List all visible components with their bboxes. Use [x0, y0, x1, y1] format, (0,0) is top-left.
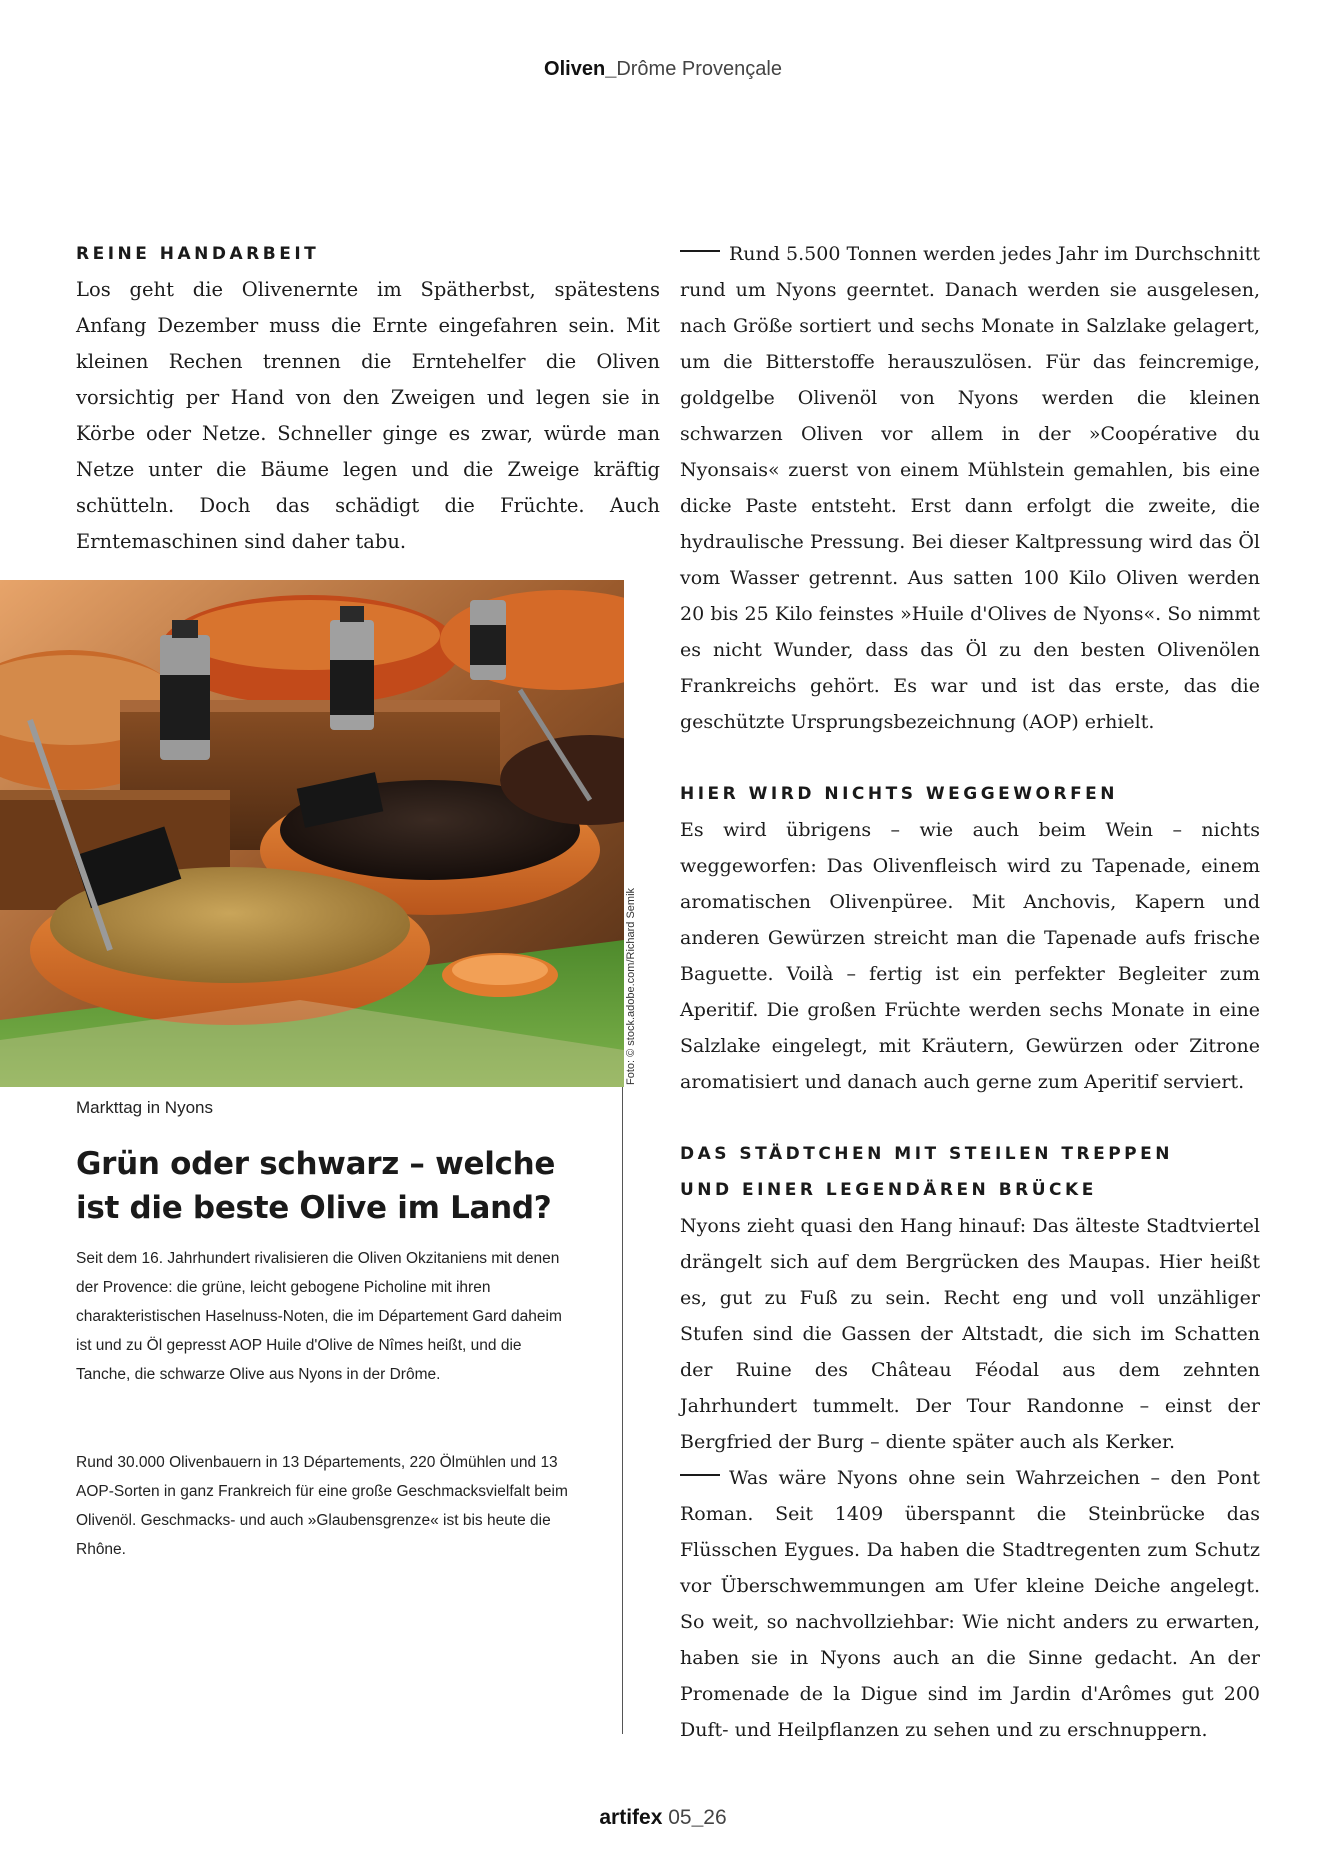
photo-credit: Foto: © stock.adobe.com/Richard Semik: [625, 887, 637, 1085]
left-column: [76, 236, 660, 560]
section-heading-staedtchen-line-2: UND EINER LEGENDÄREN BRÜCKE: [680, 1180, 1097, 1200]
body-paragraph: Los geht die Olivenernte im Spätherbst, spätestens Anfang Dezember muss die Ernte eingefahren sein. Mit kleinen Rechen trennen die Erntehelfer die Oliven vorsichtig per Hand von den Zweigen und legen sie in Körbe oder Netze. Schneller ginge es zwar, würde man Netze unter die Bäume legen und die Zweige kräftig schütteln. Doch das schädigt die Früchte. Auch Erntemaschinen sind daher tabu.: [76, 278, 660, 553]
section-heading-staedtchen-line-1: DAS STÄDTCHEN MIT STEILEN TREPPEN: [680, 1144, 1173, 1164]
column-rule: [622, 1087, 623, 1734]
photo-caption: Markttag in Nyons: [76, 1098, 213, 1117]
issue-number: 05: [668, 1806, 692, 1829]
body-paragraph-pont-roman: [680, 1460, 1260, 1748]
page-footer: [0, 1806, 1326, 1830]
info-box-title: Grün oder schwarz – welche ist die beste Olive im Land?: [76, 1146, 556, 1226]
market-photo: [0, 580, 624, 1087]
body-paragraph-altstadt: Nyons zieht quasi den Hang hinauf: Das älteste Stadtviertel drängelt sich auf dem Bergrücken des Maupas. Hier heißt es, gut zu Fuß zu sein. Recht eng und voll unzähliger Stufen sind die Gassen der Altstadt, die sich im Schatten der Ruine des Château Féodal aus dem zehnten Jahrhundert tummelt. Der Tour Randonne – einst der Bergfried der Burg – diente später auch als Kerker.: [680, 1215, 1260, 1453]
body-paragraph-tapenade: Es wird übrigens – wie auch beim Wein – nichts weggeworfen: Das Olivenfleisch wird zu Tapenade, einem aromatischen Olivenpüree. Mit Anchovis, Kapern und anderen Gewürzen streicht man die Tapenade aufs frische Baguette. Voilà – fertig ist ein perfekter Begleiter zum Aperitif. Die großen Früchte werden sechs Monate in eine Salzlake eingelegt, mit Kräutern, Gewürzen oder Zitrone aromatisiert und danach auch gerne zum Aperitif serviert.: [680, 819, 1260, 1093]
paragraph-text: Rund 5.500 Tonnen werden jedes Jahr im Durchschnitt rund um Nyons geerntet. Danach werden sie ausgelesen, nach Größe sortiert und sechs Monate in Salzlake gelagert, um die Bitterstoffe herauszulösen. Für das feincremige, goldgelbe Olivenöl von Nyons werden die kleinen schwarzen Oliven vor allem in der »Coopérative du Nyonsais« zuerst von einem Mühlstein gemahlen, bis eine dicke Paste entsteht. Erst dann erfolgt die zweite, die hydraulische Pressung. Bei dieser Kaltpressung wird das Öl vom Wasser getrennt. Aus satten 100 Kilo Oliven werden 20 bis 25 Kilo feinstes »Huile d'Olives de Nyons«. So nimmt es nicht Wunder, dass das Öl zu den besten Olivenölen Frankreichs gehört. Es war und ist das erste, das die geschützte Ursprungsbezeichnung (AOP) erhielt.: [680, 243, 1260, 733]
subsection-title: Drôme Provençale: [616, 58, 782, 80]
paragraph-text: Was wäre Nyons ohne sein Wahrzeichen – den Pont Roman. Seit 1409 überspannt die Steinbrücke das Flüsschen Eygues. Da haben die Stadtregenten zum Schutz vor Überschwemmungen am Ufer kleine Deiche angelegt. So weit, so nachvollziehbar: Wie nicht anders zu erwarten, haben sie in Nyons auch an die Sinne gedacht. An der Promenade de la Digue sind im Jardin d'Arômes gut 200 Duft- und Heilpflanzen zu sehen und zu erschnuppern.: [680, 1467, 1260, 1741]
running-header: [0, 58, 1326, 81]
info-box-paragraph-1: Seit dem 16. Jahrhundert rivalisieren die Oliven Okzitaniens mit denen der Provence: die grüne, leicht gebogene Picholine mit ihren charakteristischen Haselnuss-Noten, die im Département Gard daheim ist und zu Öl gepresst AOP Huile d'Olive de Nîmes heißt, und die Tanche, die schwarze Olive aus Nyons in der Drôme.: [76, 1250, 562, 1383]
paragraph-dash: [680, 1474, 720, 1476]
footer-separator: _: [691, 1806, 704, 1829]
magazine-brand: artifex: [599, 1806, 663, 1829]
body-paragraph-harvest: [680, 236, 1260, 740]
section-gap: [680, 1100, 1260, 1136]
section-title: Oliven: [544, 58, 606, 80]
paragraph-dash: [680, 250, 720, 252]
section-heading-handarbeit: REINE HANDARBEIT: [76, 244, 320, 264]
section-gap: [680, 740, 1260, 776]
header-separator: _: [605, 58, 617, 80]
page-number: 26: [703, 1806, 727, 1829]
photo-credit-container: [625, 885, 641, 1085]
right-column: [680, 236, 1260, 1748]
section-heading-nichts-weggeworfen: HIER WIRD NICHTS WEGGEWORFEN: [680, 784, 1119, 804]
info-box-paragraph-2: Rund 30.000 Olivenbauern in 13 Départements, 220 Ölmühlen und 13 AOP-Sorten in ganz Frankreich für eine große Geschmacksvielfalt beim Olivenöl. Geschmacks- und auch »Glaubensgrenze« ist bis heute die Rhône.: [76, 1454, 568, 1558]
